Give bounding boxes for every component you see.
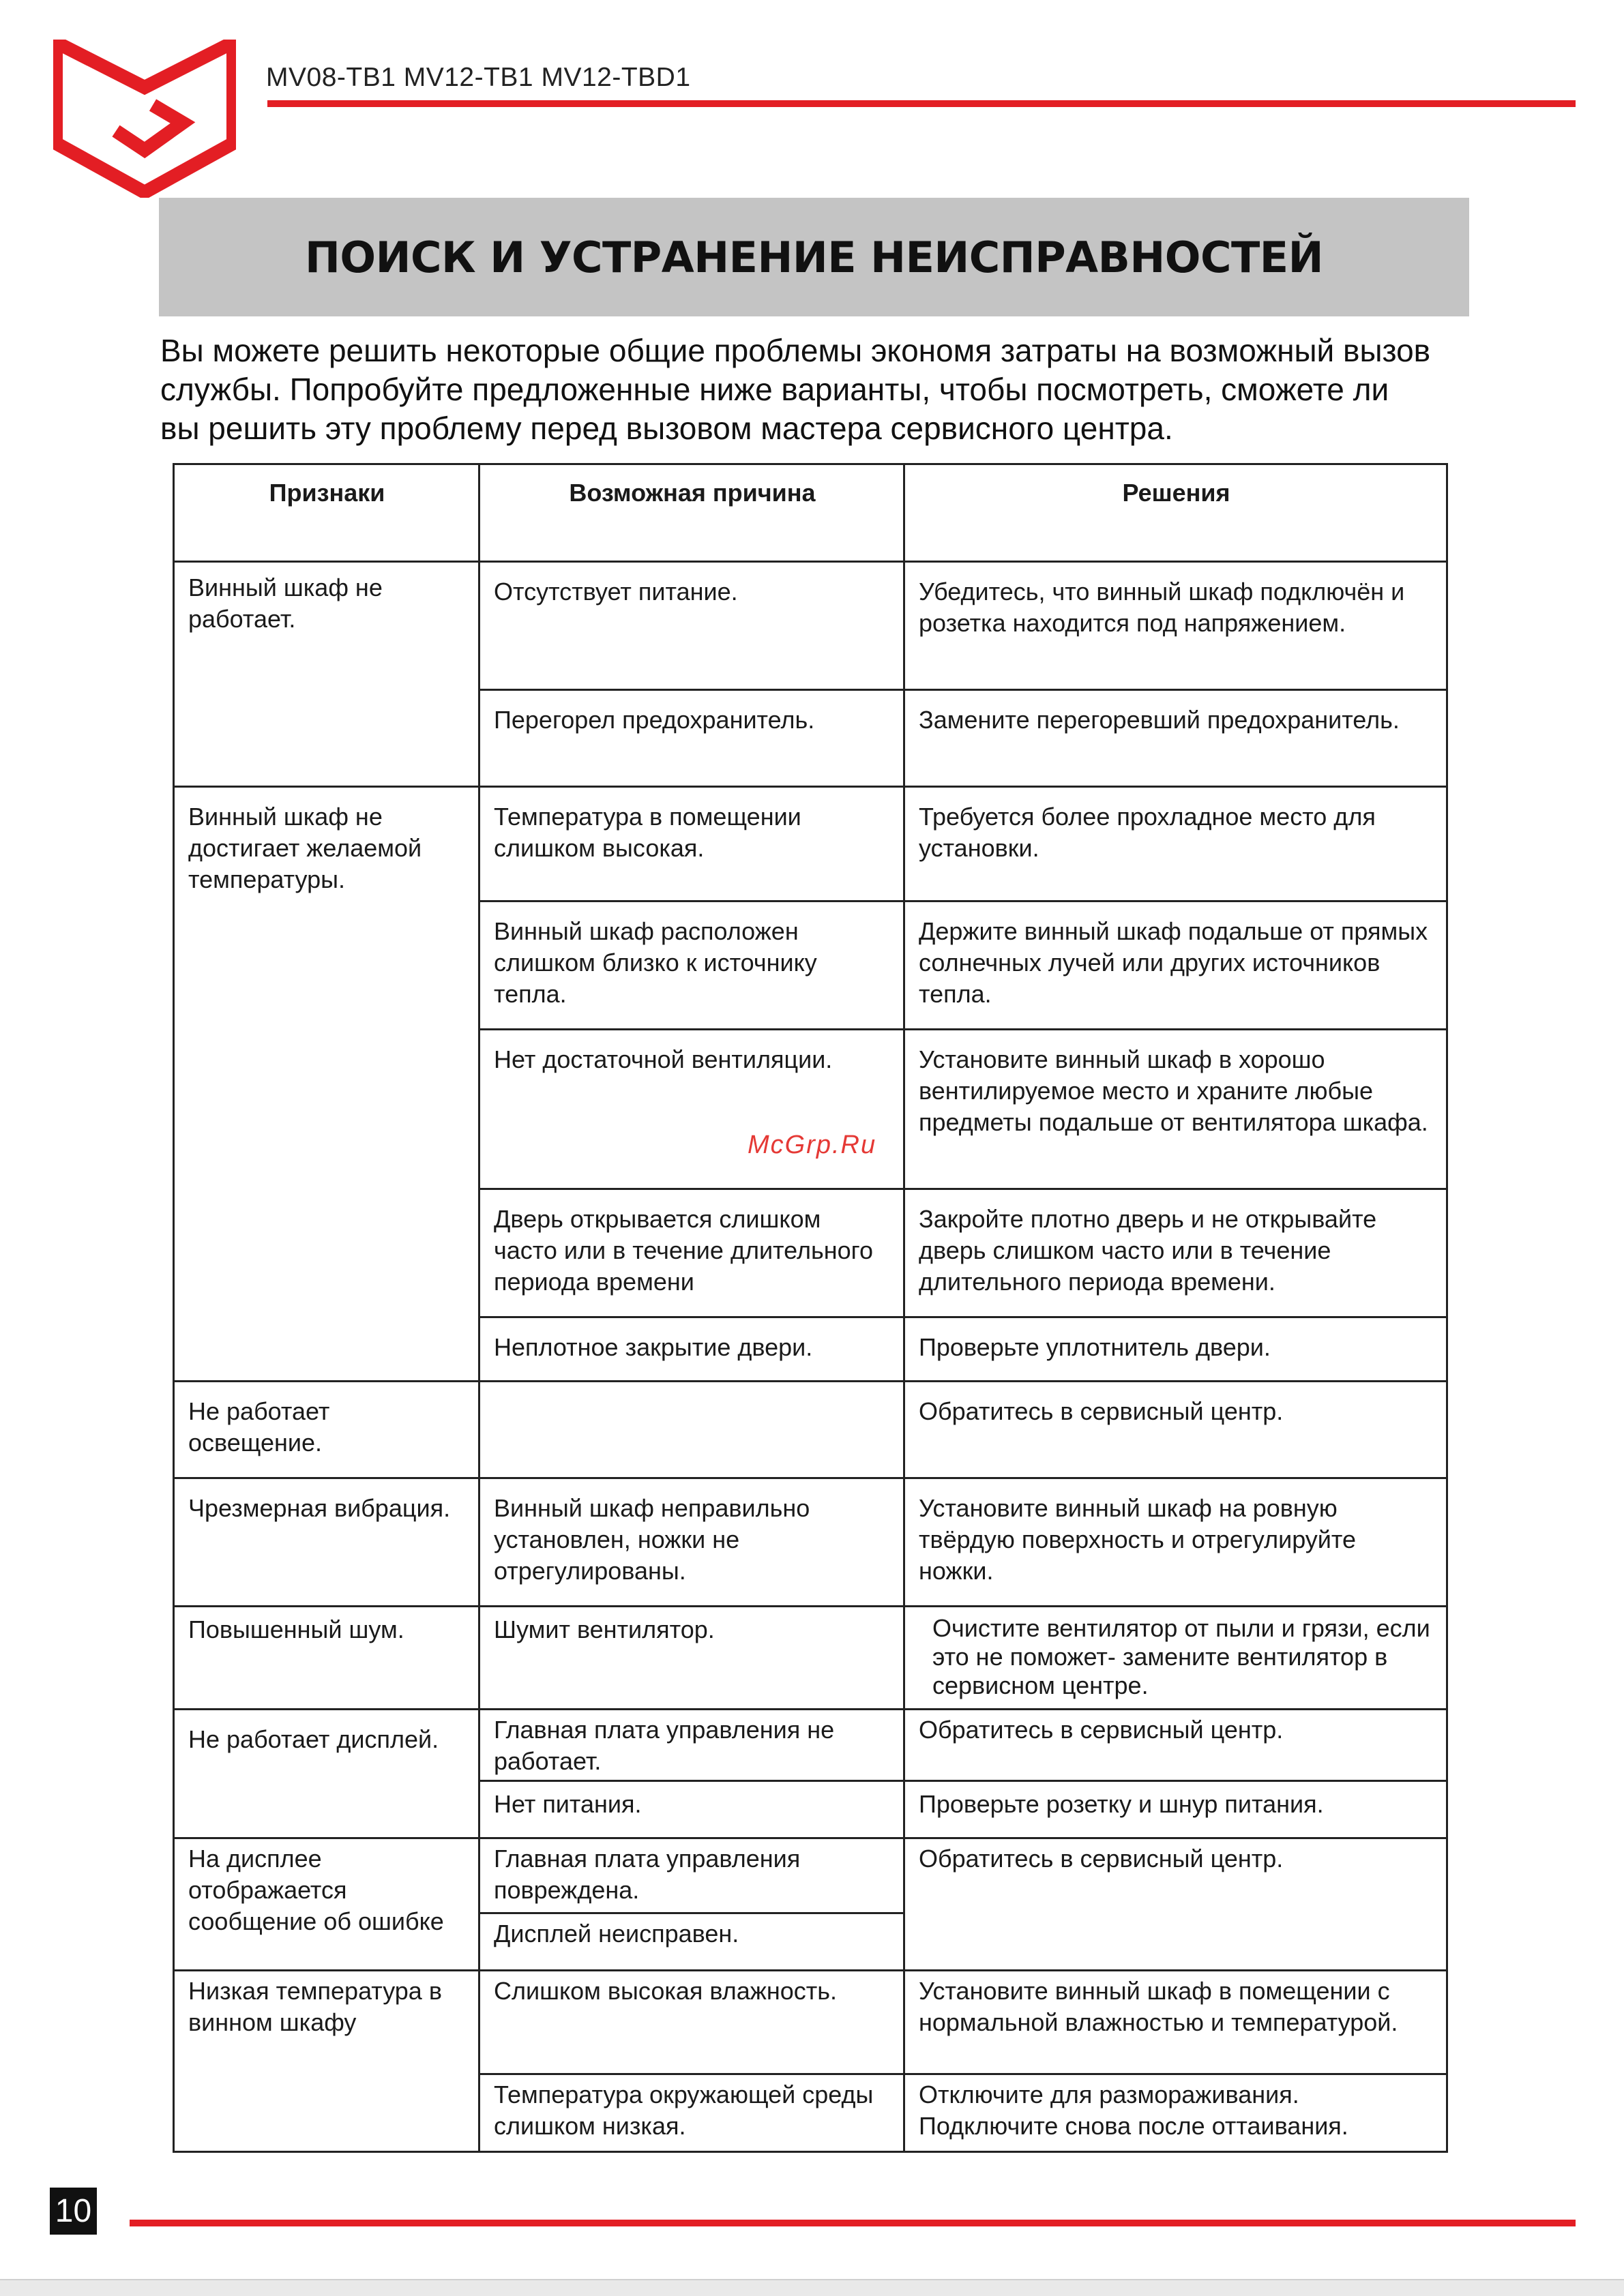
solution-cell: Обратитесь в сервисный центр. <box>904 1838 1447 1971</box>
page-title: ПОИСК И УСТРАНЕНИЕ НЕИСПРАВНОСТЕЙ <box>304 232 1324 282</box>
logo-outer-shape <box>56 42 233 192</box>
model-numbers: MV08-TB1 MV12-TB1 MV12-TBD1 <box>266 63 691 92</box>
watermark: McGrp.Ru <box>748 1131 877 1159</box>
intro-line: Вы можете решить некоторые общие проблемы экономя затраты на возможный вызов <box>160 333 1431 368</box>
symptom-cell: На дисплее отображается сообщение об ошибке <box>174 1838 479 1971</box>
solution-cell: Убедитесь, что винный шкаф подключён и розетка находится под напряжением. <box>904 562 1447 690</box>
cause-cell: Отсутствует питание. <box>479 562 904 690</box>
intro-line: вы решить эту проблему перед вызовом мастера сервисного центра. <box>160 411 1173 446</box>
title-band <box>159 198 1469 316</box>
solution-cell: Требуется более прохладное место для установки. <box>904 787 1447 901</box>
intro-line: службы. Попробуйте предложенные ниже варианты, чтобы посмотреть, сможете ли <box>160 372 1389 407</box>
cause-cell: Нет достаточной вентиляции. <box>479 1030 904 1189</box>
symptom-cell: Не работает освещение. <box>174 1382 479 1478</box>
header-solution: Решения <box>904 464 1447 562</box>
solution-cell: Установите винный шкаф в помещении с нормальной влажностью и температурой. <box>904 1971 1447 2074</box>
cause-cell <box>479 1382 904 1478</box>
solution-cell: Установите винный шкаф в хорошо вентилируемое место и храните любые предметы подальше от вентилятора шкафа. <box>904 1030 1447 1189</box>
table-row <box>174 1838 1447 1913</box>
header-symptoms: Признаки <box>174 464 479 562</box>
symptom-cell: Не работает дисплей. <box>174 1710 479 1838</box>
solution-cell: Держите винный шкаф подальше от прямых солнечных лучей или других источников тепла. <box>904 901 1447 1030</box>
footer-rule <box>130 2220 1576 2226</box>
table-header-row <box>174 464 1447 562</box>
symptom-cell: Повышенный шум. <box>174 1607 479 1710</box>
solution-cell: Обратитесь в сервисный центр. <box>904 1710 1447 1781</box>
cause-cell: Шумит вентилятор. <box>479 1607 904 1710</box>
brand-logo <box>53 40 236 198</box>
table-row <box>174 1971 1447 2074</box>
table-row <box>174 562 1447 690</box>
cause-cell: Дверь открывается слишком часто или в течение длительного периода времени <box>479 1189 904 1317</box>
page-number: 10 <box>50 2188 97 2235</box>
troubleshooting-table <box>173 463 1448 2153</box>
cause-cell: Слишком высокая влажность. <box>479 1971 904 2074</box>
cause-cell: Температура в помещении слишком высокая. <box>479 787 904 901</box>
symptom-cell: Винный шкаф не работает. <box>174 562 479 787</box>
solution-cell: Установите винный шкаф на ровную твёрдую поверхность и отрегулируйте ножки. <box>904 1478 1447 1607</box>
symptom-cell: Чрезмерная вибрация. <box>174 1478 479 1607</box>
solution-cell: Отключите для размораживания. Подключите снова после оттаивания. <box>904 2074 1447 2152</box>
solution-cell: Проверьте розетку и шнур питания. <box>904 1781 1447 1838</box>
solution-cell: Закройте плотно дверь и не открывайте дверь слишком часто или в течение длительного периода времени. <box>904 1189 1447 1317</box>
cause-cell: Главная плата управления не работает. <box>479 1710 904 1781</box>
symptom-cell: Винный шкаф не достигает желаемой температуры. <box>174 787 479 1382</box>
solution-cell: Обратитесь в сервисный центр. <box>904 1382 1447 1478</box>
cause-cell: Винный шкаф расположен слишком близко к источнику тепла. <box>479 901 904 1030</box>
solution-cell: Проверьте уплотнитель двери. <box>904 1317 1447 1382</box>
logo-inner-shape <box>116 105 183 150</box>
cause-cell: Винный шкаф неправильно установлен, ножки не отрегулированы. <box>479 1478 904 1607</box>
header-rule <box>267 100 1576 107</box>
solution-cell: Очистите вентилятор от пыли и грязи, если это не поможет- замените вентилятор в сервисном центре. <box>904 1607 1447 1710</box>
cause-cell: Температура окружающей среды слишком низкая. <box>479 2074 904 2152</box>
table-row <box>174 1478 1447 1607</box>
table-row <box>174 787 1447 901</box>
table-row <box>174 1382 1447 1478</box>
bottom-edge <box>0 2279 1624 2296</box>
cause-cell: Дисплей неисправен. <box>479 1913 904 1971</box>
cause-cell: Главная плата управления повреждена. <box>479 1838 904 1913</box>
header-cause: Возможная причина <box>479 464 904 562</box>
cause-cell: Перегорел предохранитель. <box>479 690 904 787</box>
table-row <box>174 1607 1447 1710</box>
cause-cell: Неплотное закрытие двери. <box>479 1317 904 1382</box>
symptom-cell: Низкая температура в винном шкафу <box>174 1971 479 2152</box>
cause-cell: Нет питания. <box>479 1781 904 1838</box>
table-row <box>174 1710 1447 1781</box>
intro-paragraph <box>160 331 1497 448</box>
solution-cell: Замените перегоревший предохранитель. <box>904 690 1447 787</box>
